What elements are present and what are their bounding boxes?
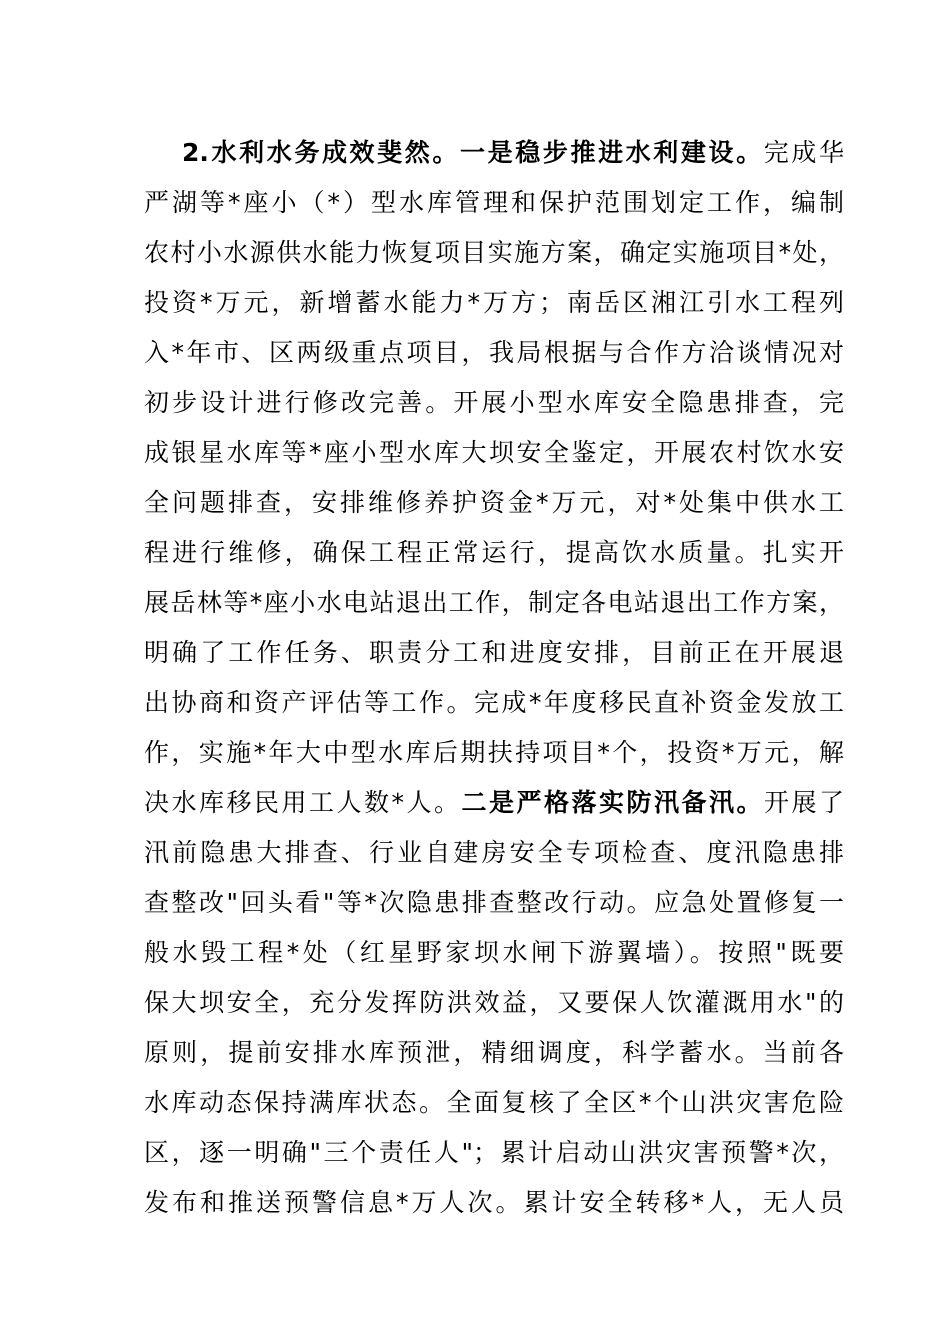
- text-line: [144, 878, 844, 928]
- body-text: 完成华: [763, 138, 844, 167]
- bold-heading-text: 二是严格落实防汛备汛。: [461, 788, 764, 817]
- text-line: [144, 178, 844, 228]
- body-text: 作，实施*年大中型水库后期扶持项目*个，投资*万元，解: [144, 738, 844, 767]
- body-text: 汛前隐患大排查、行业自建房安全专项检查、度汛隐患排: [144, 838, 844, 867]
- text-line: [144, 778, 844, 828]
- text-line: [144, 528, 844, 578]
- text-line: [144, 578, 844, 628]
- text-line: [144, 278, 844, 328]
- bold-heading-text: 一是稳步推进水利建设。: [460, 138, 764, 167]
- body-text: 水库动态保持满库状态。全面复核了全区*个山洪灾害危险: [144, 1088, 844, 1117]
- text-line: [144, 1178, 844, 1228]
- text-line: [144, 378, 844, 428]
- body-text: 般水毁工程*处（红星野家坝水闸下游翼墙）。按照"既要: [144, 938, 844, 967]
- text-line: [144, 1128, 844, 1178]
- body-text: 全问题排查，安排维修养护资金*万元，对*处集中供水工: [144, 488, 844, 517]
- text-line: [144, 328, 844, 378]
- text-line: [144, 678, 844, 728]
- text-line: [144, 1028, 844, 1078]
- text-line: [144, 478, 844, 528]
- body-text: 出协商和资产评估等工作。完成*年度移民直补资金发放工: [144, 688, 844, 717]
- text-line: [144, 1078, 844, 1128]
- text-line: [144, 428, 844, 478]
- body-text: 明确了工作任务、职责分工和进度安排，目前正在开展退: [144, 638, 844, 667]
- body-text: 农村小水源供水能力恢复项目实施方案，确定实施项目*处，: [144, 238, 844, 267]
- body-text: 初步设计进行修改完善。开展小型水库安全隐患排查，完: [144, 388, 844, 417]
- body-text: 查整改"回头看"等*次隐患排查整改行动。应急处置修复一: [144, 888, 844, 917]
- body-text: 区，逐一明确"三个责任人"；累计启动山洪灾害预警*次，: [144, 1138, 844, 1167]
- body-text: 保大坝安全，充分发挥防洪效益，又要保人饮灌溉用水"的: [144, 988, 844, 1017]
- body-text: 开展了: [763, 788, 844, 817]
- body-text: 展岳林等*座小水电站退出工作，制定各电站退出工作方案，: [144, 588, 844, 617]
- body-text: 决水库移民用工人数*人。: [144, 788, 462, 817]
- body-text: 发布和推送预警信息*万人次。累计安全转移*人，无人员: [144, 1188, 844, 1217]
- body-text: 入*年市、区两级重点项目，我局根据与合作方洽谈情况对: [144, 338, 844, 367]
- text-line: [144, 628, 844, 678]
- bold-heading-text: 2.水利水务成效斐然。: [182, 138, 461, 167]
- body-text: 成银星水库等*座小型水库大坝安全鉴定，开展农村饮水安: [144, 438, 844, 467]
- text-line: [144, 128, 844, 178]
- text-line: [144, 928, 844, 978]
- text-line: [144, 978, 844, 1028]
- body-text: 程进行维修，确保工程正常运行，提高饮水质量。扎实开: [144, 538, 844, 567]
- body-text: 严湖等*座小（*）型水库管理和保护范围划定工作，编制: [144, 188, 844, 217]
- body-text: 原则，提前安排水库预泄，精细调度，科学蓄水。当前各: [144, 1038, 844, 1067]
- body-paragraph: [144, 128, 844, 1228]
- text-line: [144, 828, 844, 878]
- text-line: [144, 228, 844, 278]
- text-line: [144, 728, 844, 778]
- body-text: 投资*万元，新增蓄水能力*万方；南岳区湘江引水工程列: [144, 288, 844, 317]
